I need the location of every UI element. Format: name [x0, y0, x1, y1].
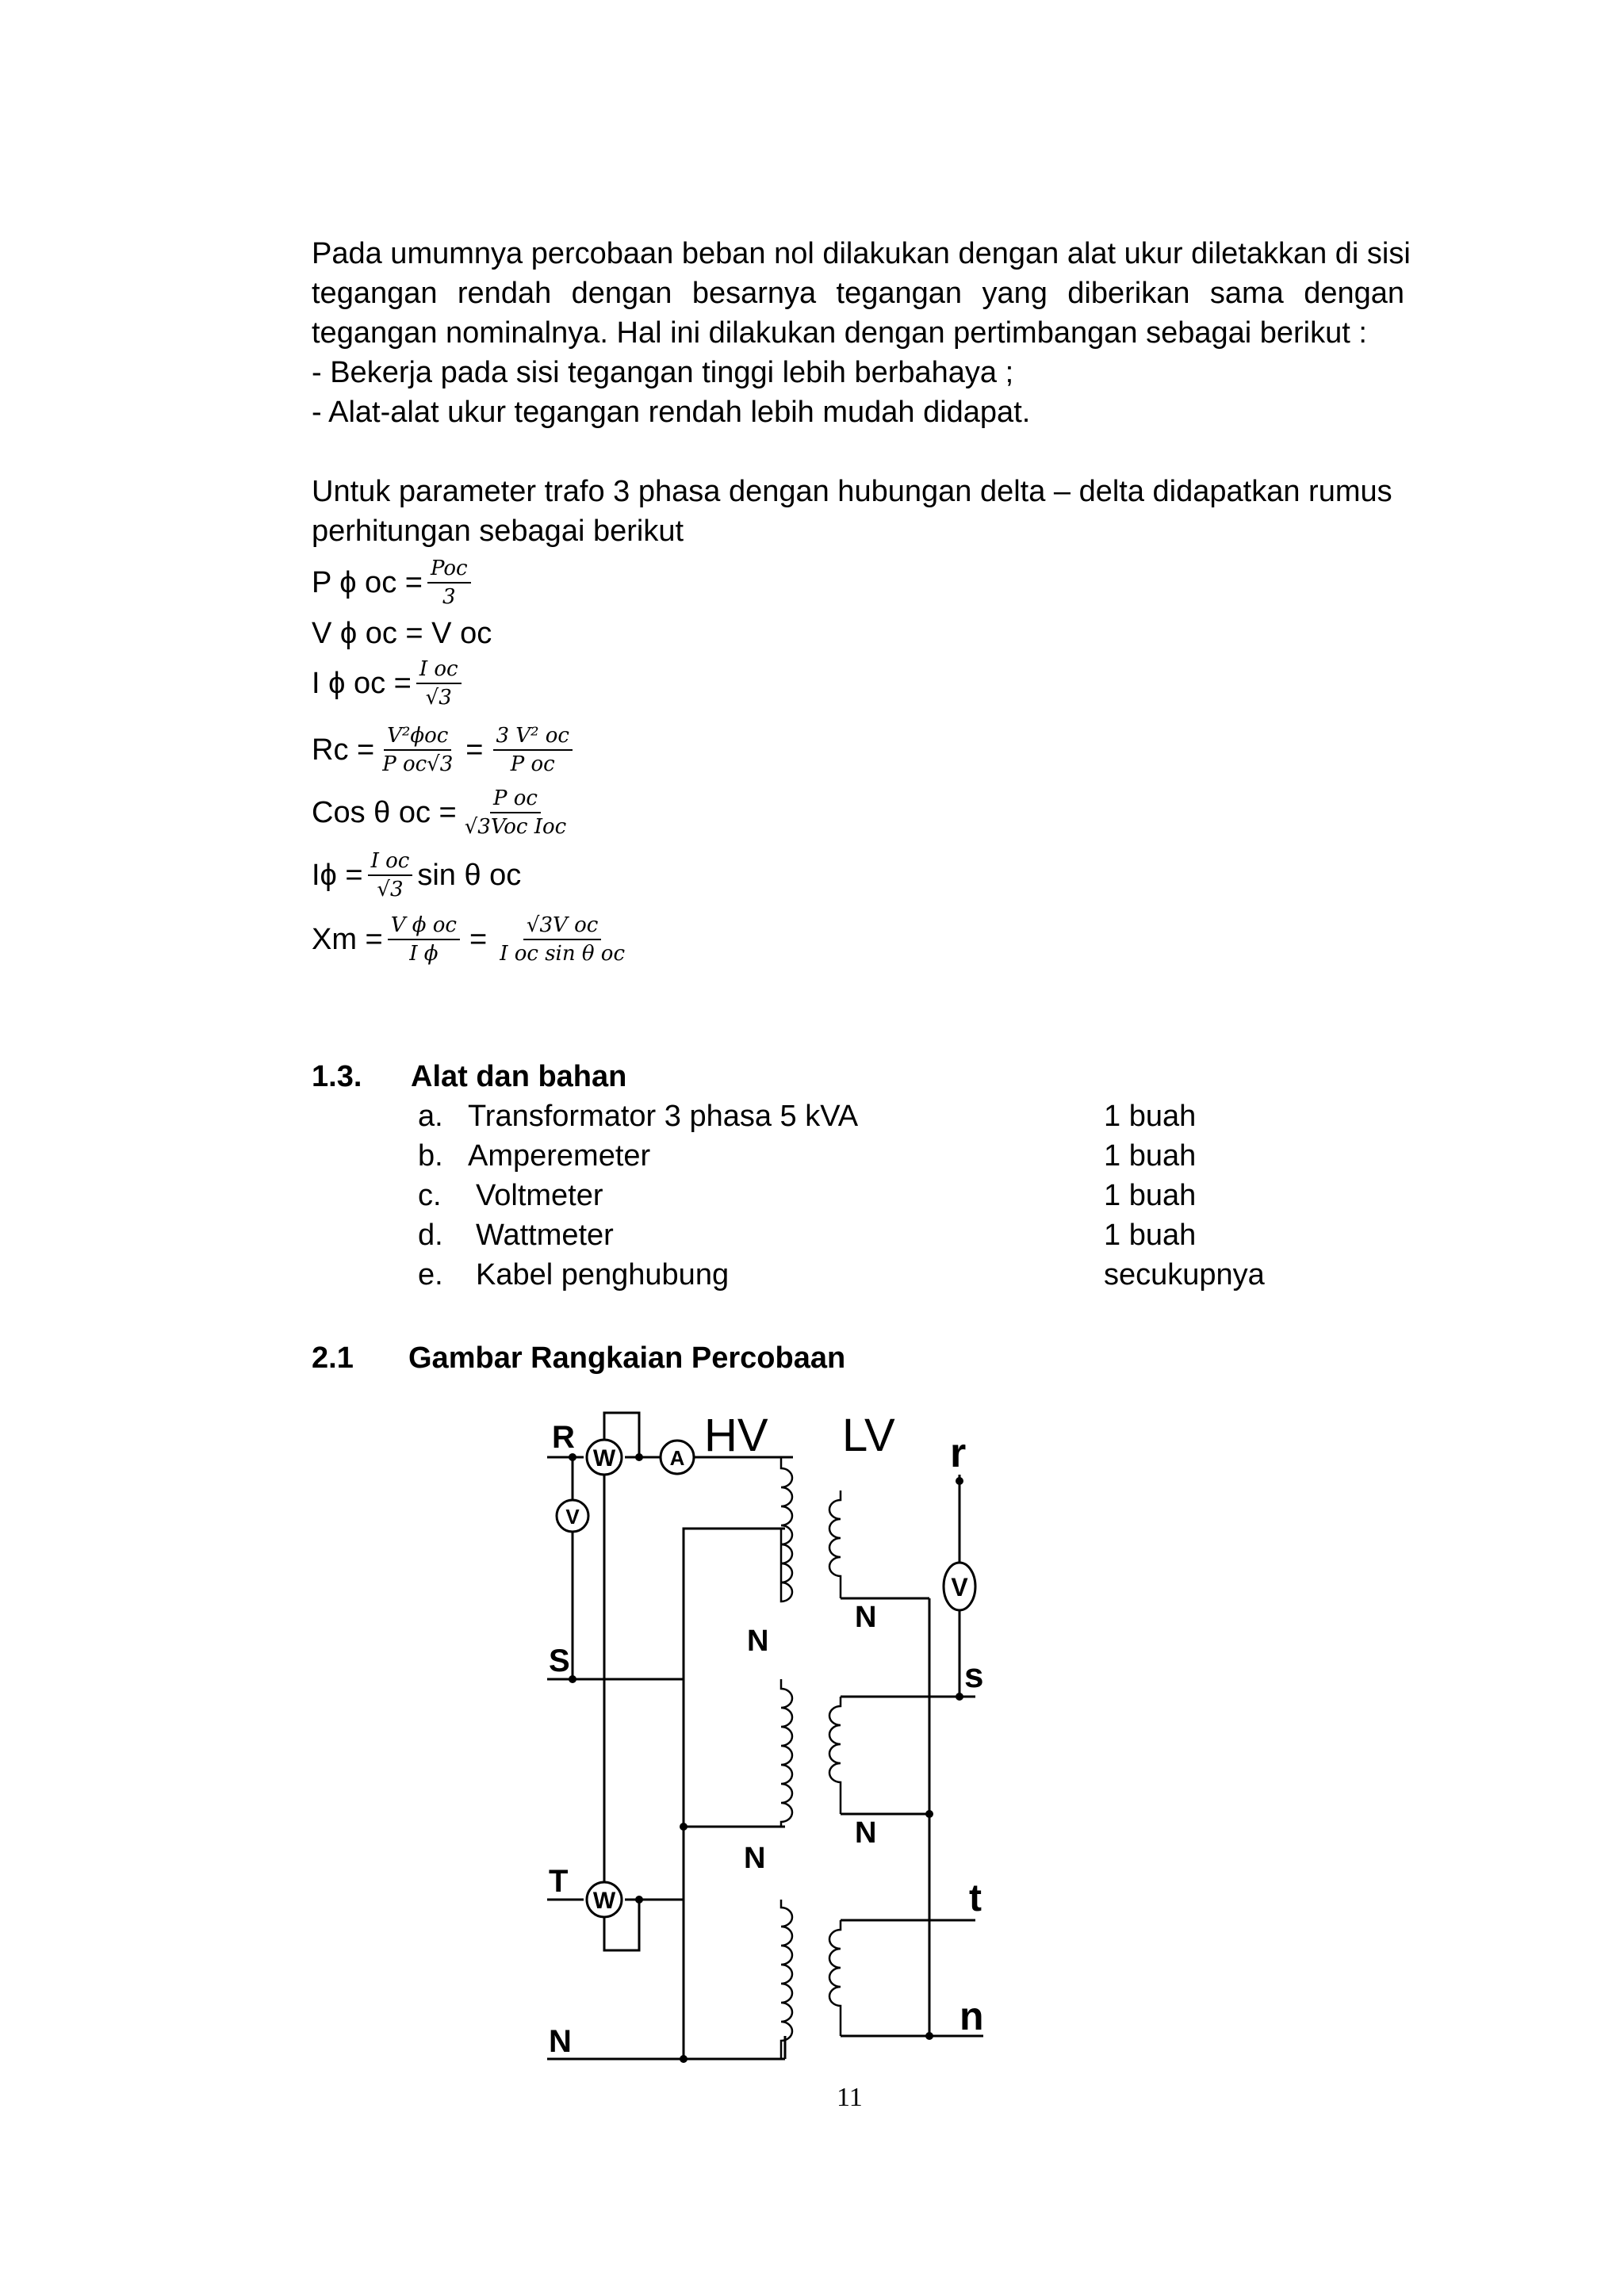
- list-item-letter: d.: [418, 1219, 443, 1252]
- intro-line: Pada umumnya percobaan beban nol dilakukan dengan alat ukur diletakkan di sisi: [312, 237, 1411, 270]
- bullet-item: - Alat-alat ukur tegangan rendah lebih mudah didapat.: [312, 396, 1031, 429]
- denominator: I ϕ: [409, 942, 439, 966]
- list-item-letter: b.: [418, 1139, 443, 1173]
- voltmeter-label: V: [565, 1505, 580, 1529]
- equals-sign: =: [465, 733, 484, 767]
- formula-lhs: Iϕ =: [312, 858, 363, 892]
- list-item-qty: 1 buah: [1104, 1179, 1197, 1212]
- list-item-name: Kabel penghubung: [476, 1258, 730, 1292]
- winding-label-n: N: [747, 1624, 769, 1658]
- winding-label-n: N: [855, 1816, 877, 1850]
- bullet-item: - Bekerja pada sisi tegangan tinggi lebih berbahaya ;: [312, 356, 1014, 389]
- list-item-qty: 1 buah: [1104, 1219, 1197, 1252]
- intro-line: tegangan rendah dengan besarnya tegangan yang diberikan sama dengan: [312, 277, 1404, 310]
- list-item-letter: a.: [418, 1100, 443, 1133]
- denominator: √3: [425, 686, 452, 710]
- formula-lhs: I ϕ oc =: [312, 666, 412, 700]
- params-line: Untuk parameter trafo 3 phasa dengan hubungan delta – delta didapatkan rumus: [312, 475, 1392, 508]
- page-number: 11: [837, 2083, 863, 2112]
- terminal-t-upper: T: [549, 1864, 569, 1899]
- list-item-name: Voltmeter: [476, 1179, 603, 1212]
- list-item-letter: e.: [418, 1258, 443, 1292]
- denominator: I oc sin θ oc: [500, 942, 626, 966]
- section-title: Alat dan bahan: [411, 1060, 627, 1093]
- list-item-qty: 1 buah: [1104, 1139, 1197, 1173]
- winding-label-n: N: [855, 1601, 877, 1634]
- voltmeter-hv: [557, 1500, 588, 1532]
- wattmeter-label: W: [592, 1445, 616, 1471]
- wattmeter-label: W: [592, 1888, 616, 1914]
- numerator: 3 V² oc: [493, 722, 573, 751]
- list-item-name: Amperemeter: [468, 1139, 651, 1173]
- denominator: √3: [377, 878, 404, 901]
- list-item-letter: c.: [418, 1179, 442, 1212]
- ammeter: [661, 1441, 694, 1474]
- denominator: P oc√3: [382, 752, 454, 776]
- numerator: V ϕ oc: [388, 912, 460, 940]
- intro-line: tegangan nominalnya. Hal ini dilakukan dengan pertimbangan sebagai berikut :: [312, 316, 1367, 350]
- formula-lhs: Rc =: [312, 733, 375, 767]
- formula-lhs: Cos θ oc =: [312, 795, 457, 829]
- equals-sign: =: [469, 922, 488, 956]
- numerator: P oc: [490, 785, 541, 813]
- list-item-name: Wattmeter: [476, 1219, 614, 1252]
- denominator: 3: [442, 585, 456, 609]
- denominator: √3Voc Ioc: [464, 815, 567, 839]
- formula-lhs: P ϕ oc =: [312, 565, 423, 599]
- wattmeter-1: [587, 1440, 622, 1475]
- numerator: I oc: [416, 656, 462, 684]
- numerator: √3V oc: [523, 912, 601, 940]
- lv-label: LV: [842, 1410, 895, 1461]
- section-number: 2.1: [312, 1341, 354, 1375]
- denominator: P oc: [510, 752, 555, 776]
- terminal-s-lower: s: [964, 1656, 984, 1695]
- numerator: Poc: [427, 555, 471, 584]
- list-item-qty: secukupnya: [1104, 1258, 1265, 1292]
- list-item-qty: 1 buah: [1104, 1100, 1197, 1133]
- winding-label-n: N: [744, 1842, 766, 1875]
- section-number: 1.3.: [312, 1060, 362, 1093]
- params-line: perhitungan sebagai berikut: [312, 515, 684, 548]
- ammeter-label: A: [669, 1446, 685, 1470]
- numerator: I oc: [368, 848, 413, 876]
- terminal-r-upper: R: [552, 1420, 575, 1455]
- formula-rhs: sin θ oc: [417, 858, 522, 892]
- terminal-n-upper: N: [549, 2024, 572, 2059]
- numerator: V²ϕoc: [384, 722, 451, 751]
- formula-text: V ϕ oc = V oc: [312, 616, 492, 650]
- hv-label: HV: [704, 1410, 768, 1461]
- section-title: Gambar Rangkaian Percobaan: [408, 1341, 846, 1375]
- list-item-name: Transformator 3 phasa 5 kVA: [468, 1100, 859, 1133]
- terminal-r-lower: r: [950, 1430, 967, 1476]
- terminal-s-upper: S: [549, 1644, 570, 1678]
- voltmeter-lv: [944, 1563, 975, 1610]
- terminal-t-lower: t: [969, 1877, 982, 1919]
- wattmeter-2: [587, 1882, 622, 1917]
- voltmeter-label: V: [951, 1573, 968, 1601]
- formula-lhs: Xm =: [312, 922, 383, 956]
- terminal-n-lower: n: [959, 1994, 984, 2038]
